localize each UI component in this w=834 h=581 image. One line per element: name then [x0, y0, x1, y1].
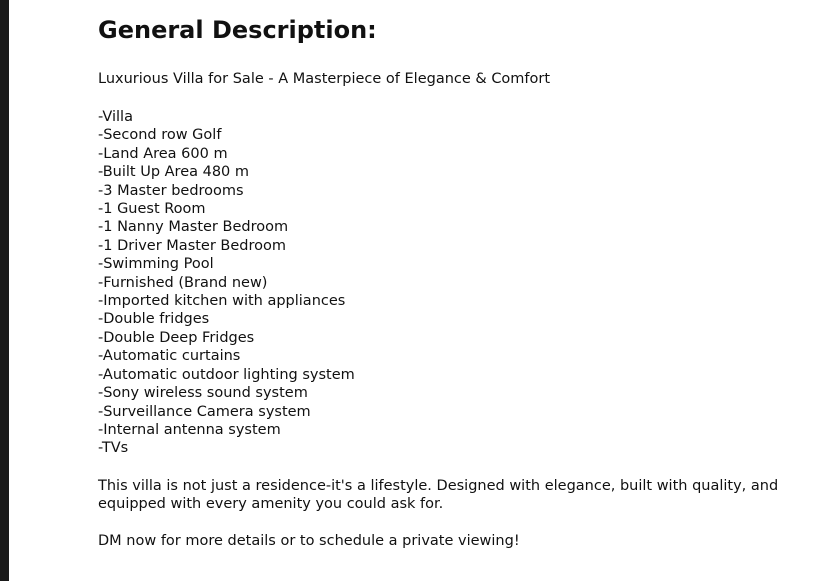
- document-body: [98, 14, 818, 550]
- feature-item: -Furnished (Brand new): [98, 274, 268, 291]
- feature-item: -Built Up Area 480 m: [98, 164, 250, 181]
- feature-item: -Land Area 600 m: [98, 145, 228, 162]
- left-edge-border: [0, 0, 9, 581]
- feature-item: -Surveillance Camera system: [98, 403, 311, 420]
- description-paragraph: This villa is not just a residence-it's a lifestyle. Designed with elegance, built with quality, and equipped with every amenity you could ask for.: [98, 477, 779, 513]
- call-to-action: DM now for more details or to schedule a private viewing!: [98, 532, 520, 549]
- feature-item: -Imported kitchen with appliances: [98, 293, 346, 310]
- feature-item: -Internal antenna system: [98, 421, 281, 438]
- feature-item: -1 Driver Master Bedroom: [98, 237, 287, 254]
- feature-item: -Sony wireless sound system: [98, 385, 308, 402]
- feature-item: -Automatic curtains: [98, 348, 241, 365]
- feature-item: -1 Guest Room: [98, 201, 206, 218]
- listing-subtitle: Luxurious Villa for Sale - A Masterpiece of Elegance & Comfort: [98, 71, 551, 87]
- feature-item: -TVs: [98, 440, 129, 457]
- page-title: General Description:: [98, 16, 377, 44]
- feature-item: -Villa: [98, 109, 133, 125]
- feature-item: -Automatic outdoor lighting system: [98, 366, 355, 383]
- feature-list: [98, 108, 818, 458]
- feature-item: -Double Deep Fridges: [98, 329, 255, 346]
- feature-item: -3 Master bedrooms: [98, 182, 244, 199]
- feature-item: -Second row Golf: [98, 127, 222, 144]
- feature-item: -Swimming Pool: [98, 256, 214, 273]
- feature-item: -Double fridges: [98, 311, 210, 328]
- feature-item: -1 Nanny Master Bedroom: [98, 219, 289, 236]
